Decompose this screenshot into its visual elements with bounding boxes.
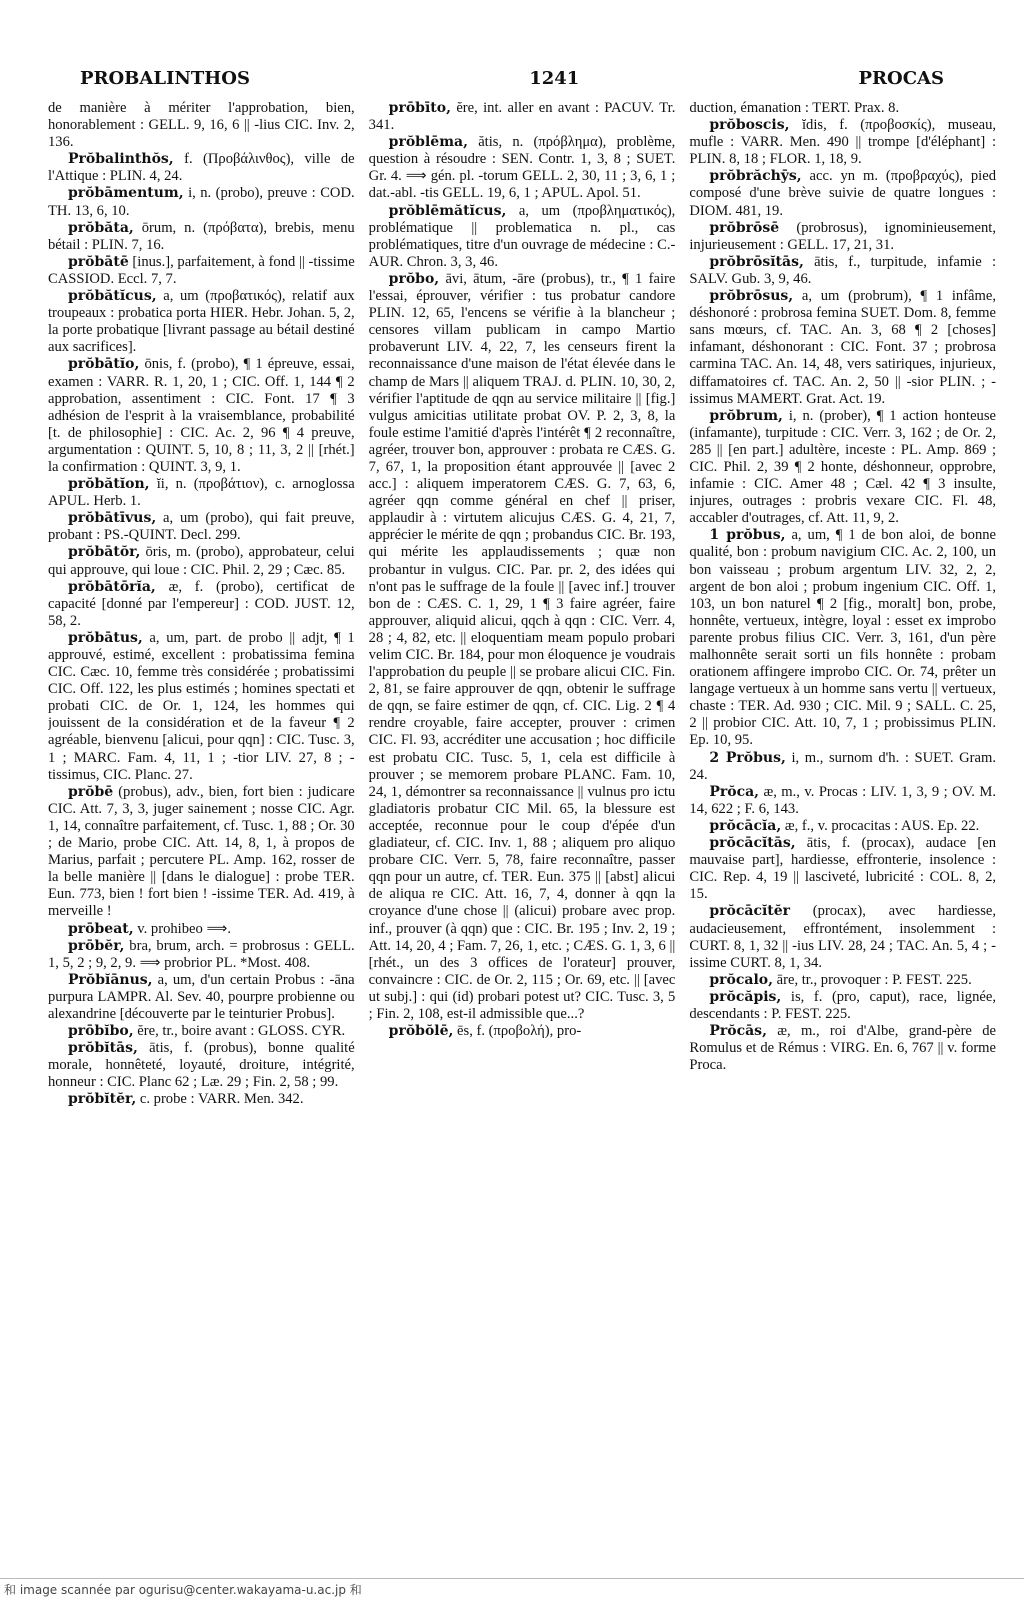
definition-text: a, um, part. de probo || adjt, ¶ 1 approuvé, estimé, excellent : probatissima femina CIC. Cæc. 10, femme très considérée ; probatissimi CIC. Off. 122, les plus estimés ; homines spectati et probati CIC. de Or. 1, 124, les hommes qui jouissent de la considération et de la faveur ¶ 2 agréable, bienvenu [alicui, pour qqn] : CIC. Tusc. 3, 1 ; MARC. Fam. 4, 11, 1 ; -tior LIV. 27, 8 ; -tissimus, CIC. Planc. 27. (48, 629, 355, 783)
dictionary-entry (689, 818, 996, 835)
dictionary-entry (369, 203, 676, 271)
definition-text: acc. yn m. (προβραχύς), pied composé d'une brève suivie de quatre longues : DIOM. 481, 19. (689, 168, 997, 219)
definition-text: ĭi, n. (προβάτιον), c. arnoglossa APUL. Herb. 1. (48, 476, 355, 510)
dictionary-entry (48, 185, 355, 219)
definition-text: æ, f., v. procacitas : AUS. Ep. 22. (781, 817, 980, 834)
headword: prŏcācĭtās, (709, 835, 796, 852)
definition-text: (procax), avec hardiesse, audacieusement, effrontément, insolemment : CURT. 8, 1, 32 || -ius LIV. 28, 24 ; TAC. An. 5, 4 ; -issime CURT. 8, 1, 34. (689, 903, 997, 971)
header-right-word: PROCAS (858, 67, 944, 89)
dictionary-entry (689, 100, 996, 117)
definition-text: ōnis, f. (probo), ¶ 1 épreuve, essai, examen : VARR. R. 1, 20, 1 ; CIC. Off. 1, 144 ¶ 2 approbation, assentiment : CIC. Font. 17 ¶ 3 adhésion de l'esprit à la vraisemblance, probabilité [t. de philosophie] : CIC. Ac. 2, 96 ¶ 4 preuve, argumentation : QUINT. 5, 10, 8 ; 11, 3, 2 || [rhét.] la confirmation : QUINT. 3, 9, 1. (48, 356, 355, 475)
headword: prŏcalo, (709, 971, 773, 988)
dictionary-entry (48, 1091, 355, 1108)
headword: prōbīto, (388, 100, 451, 116)
headword: prŏblēma, (388, 134, 468, 151)
headword: prŏbătĭon, (68, 476, 150, 493)
definition-text: a, um (probo), qui fait preuve, probant : PS.-QUINT. Decl. 299. (48, 510, 355, 544)
definition-text: ātis, f., turpitude, infamie : SALV. Gub. 3, 9, 46. (689, 253, 997, 287)
scan-credit-text: 和 image scannée par ogurisu@center.wakayama-u.ac.jp 和 (4, 1583, 362, 1597)
headword: prŏbrăchȳs, (709, 168, 802, 185)
dictionary-entry (48, 579, 355, 630)
definition-text: ātis, f. (procax), audace [en mauvaise part], hardiesse, effronterie, insolence : CIC. Rep. 4, 19 || lasciveté, lubricité : COL. 8, 2, 15. (689, 835, 997, 903)
column-1 (48, 100, 355, 1565)
headword: prŏblēmătĭcus, (388, 202, 507, 219)
headword: prōbĕr, (68, 937, 125, 954)
definition-text: ēs, f. (προβολή), pro- (453, 1023, 582, 1040)
definition-text: i, n. (prober), ¶ 1 action honteuse (infamante), turpitude : CIC. Verr. 3, 162 ; de Or. 2, 285 || [en part.] adultère, inceste : PL. Amp. 869 ; CIC. Phil. 2, 39 ¶ 2 honte, déshonneur, opprobre, infamie : CIC. Amer 48 ; Cæl. 42 ¶ 3 insulte, injures, outrages : probris vexare CIC. Fl. 48, accabler d'outrages, cf. Att. 11, 9, 2. (689, 407, 997, 527)
headword: prŏbŏlē, (388, 1023, 454, 1040)
headword: prŏbāmentum, (68, 185, 184, 202)
headword: prŏbo, (388, 270, 440, 287)
definition-text: a, um, d'un certain Probus : -āna purpura LAMPR. Al. Sev. 40, pourpre probienne ou alexandrine [découverte par le teinturier Probus]. (48, 971, 355, 1022)
definition-text: (probrosus), ignominieusement, injurieusement : GELL. 17, 21, 31. (689, 219, 997, 253)
dictionary-entry (48, 288, 355, 356)
dictionary-entry (689, 972, 996, 989)
definition-text: ātis, f. (probus), bonne qualité morale, honnêteté, loyauté, droiture, intégrité, honneur : CIC. Planc 62 ; Læ. 29 ; Fin. 2, 58 ; 99. (48, 1040, 355, 1091)
dictionary-entry (689, 168, 996, 219)
definition-text: bra, brum, arch. = probrosus : GELL. 1, 5, 2 ; 9, 2, 9. ⟹ probrior PL. *Most. 408. (48, 937, 355, 971)
definition-text: de manière à mériter l'approbation, bien, honorablement : GELL. 9, 16, 6 || -lius CIC. Inv. 2, 136. (48, 100, 355, 151)
running-header (80, 58, 944, 98)
dictionary-entry (48, 1040, 355, 1091)
headword: prōbeat, (68, 920, 134, 937)
dictionary-columns (48, 100, 996, 1565)
headword: prŏbĭtĕr, (68, 1091, 137, 1108)
dictionary-entry (369, 100, 676, 134)
dictionary-entry (689, 408, 996, 528)
dictionary-entry (48, 630, 355, 784)
dictionary-entry (48, 972, 355, 1023)
headword: prŏbē (68, 783, 114, 800)
headword: prŏbātĭo, (68, 356, 140, 373)
dictionary-entry (48, 100, 355, 151)
headword: prŏbātŏr, (68, 544, 141, 561)
definition-text: i, m., surnom d'h. : SUET. Gram. 24. (689, 749, 997, 783)
definition-text: ĕre, tr., boire avant : GLOSS. CYR. (133, 1023, 346, 1040)
definition-text: a, um (probrum), ¶ 1 infâme, déshonoré : probrosa femina SUET. Dom. 8, femme sans mœurs, cf. TAC. An. 3, 68 ¶ 2 [choses] infamant, déshonorant : CIC. Font. 37 ; probrosa carmina TAC. An. 14, 48, vers satiriques, injurieux, diffamatoires cf. TAC. An. 2, 50 || -sior PLIN. ; -issimus MAMERT. Grat. Act. 19. (689, 288, 997, 407)
dictionary-entry (48, 1023, 355, 1040)
definition-text: ōrum, n. (πρόβατα), brebis, menu bétail : PLIN. 7, 16. (48, 219, 355, 253)
headword: prŏbătĭcus, (68, 288, 157, 305)
dictionary-entry (689, 784, 996, 818)
headword: prŏbrōsē (709, 219, 780, 236)
dictionary-entry (48, 254, 355, 288)
dictionary-entry (689, 527, 996, 749)
headword: prŏbātōrĭa, (68, 578, 156, 595)
headword: prŏbātus, (68, 629, 143, 646)
headword: prŏbrum, (709, 407, 783, 424)
definition-text: ōris, m. (probo), approbateur, celui qui approuve, qui loue : CIC. Phil. 2, 29 ; Cæc. 85. (48, 544, 355, 578)
definition-text: (probus), adv., bien, fort bien : judicare CIC. Att. 7, 3, 3, juger sainement ; nosse CIC. Agr. 1, 14, connaître parfaitement, cf. Tusc. 1, 88 ; Or. 30 ; de Mario, probe CIC. Att. 14, 8, 1, à propos de Marius, parfait ; percutere PL. Amp. 162, rosser de la belle manière || [dans le dialogue] : probe TER. Eun. 773, bien ! fort bien ! -issime TER. Ad. 419, à merveille ! (48, 783, 355, 920)
headword: Prŏbĭānus, (68, 971, 153, 988)
definition-text: is, f. (pro, caput), race, lignée, descendants : P. FEST. 225. (689, 988, 997, 1022)
dictionary-entry (689, 117, 996, 168)
headword: prŏbăta, (68, 219, 134, 236)
headword: prŏcăpis, (709, 988, 782, 1005)
dictionary-entry (689, 254, 996, 288)
definition-text: æ, f. (probo), certificat de capacité [donné par l'empereur] : COD. JUST. 12, 58, 2. (48, 578, 355, 629)
headword: prŏcācĭtĕr (709, 903, 791, 920)
dictionary-entry (689, 1023, 996, 1074)
definition-text: a, um (προβατικός), relatif aux troupeaux : probatica porta HIER. Hebr. Johan. 5, 2, la porte probatique [livrant passage au bétail destiné aux sacrifices]. (48, 288, 355, 356)
column-2 (369, 100, 676, 1565)
dictionary-entry (48, 938, 355, 972)
definition-text: v. prohibeo ⟹. (133, 920, 232, 937)
headword: prŏbrōsĭtās, (709, 253, 804, 270)
headword: prŏboscis, (709, 117, 790, 134)
definition-text: duction, émanation : TERT. Prax. 8. (689, 100, 900, 116)
dictionary-entry (48, 476, 355, 510)
headword: prŏbrōsus, (709, 288, 794, 305)
headword: Prŏbalinthŏs, (68, 151, 174, 168)
page-number: 1241 (529, 67, 580, 89)
dictionary-entry (689, 220, 996, 254)
headword: prŏbĭtās, (68, 1040, 138, 1057)
definition-text: æ, m., v. Procas : LIV. 1, 3, 9 ; OV. M. 14, 622 ; F. 6, 143. (689, 783, 997, 817)
dictionary-entry (689, 835, 996, 903)
definition-text: āvi, ātum, -āre (probus), tr., ¶ 1 faire l'essai, éprouver, vérifier : tus probatur candore PLIN. 12, 65, l'encens se vérifie à la blancheur ; censores villam publicam in campo Martio probaverunt LIV. 4, 22, 7, les censeurs firent la reconnaissance d'une maison de l'état élevée dans le champ de Mars || aliquem TRAJ. d. PLIN. 10, 30, 2, vérifier l'aptitude de qqn au service militaire || [fig.] vulgus amicitias utilitate probat OV. P. 2, 3, 8, la foule estime l'amitié d'après l'intérêt ¶ 2 reconnaître, agréer, trouver bon, approuver : probata re CÆS. G. 7, 67, 1, la proposition étant approuvée || [avec 2 acc.] : aliquem imperatorem CÆS. G. 7, 63, 6, agréer qqn comme général en chef || priser, applaudir à : virtutem alicujus CÆS. G. 4, 21, 7, apprécier le mérite de qqn ; probandus CIC. Br. 193, qui mérite les applaudissements ; quæ non probantur in vulgus. CIC. Par. pr. 2, des idées qui n'ont pas le suffrage de la foule || [avec inf.] trouver bon de : CÆS. C. 1, 29, 1 ¶ 3 faire agréer, faire approuver, aliquid alicui, qqch à qqn : CIC. Verr. 4, 28 ; 4, 82, etc. || eloquentiam meam populo probari velim CIC. Br. 184, pour mon éloquence je voudrais l'approbation du peuple || se probare alicui CIC. Fin. 2, 81, se faire approuver de qqn, obtenir le suffrage de qqn, se faire estimer de qqn, cf. CIC. Lig. 2 ¶ 4 rendre croyable, faire accepter, prouver : crimen CIC. Fl. 93, accréditer une accusation ; hoc difficile est probatu CIC. Tusc. 5, 1, cela est difficile à prouver ; se memorem probare PLANC. Fam. 10, 24, 1, démontrer sa reconnaissance || vulnus pro ictu gladiatoris probatur CIC Mil. 65, la blessure est acceptée, reconnue pour le coup d'épée d'un gladiateur, cf. CIC. Inv. 1, 88 ; aliquem pro aliquo probare CIC. Verr. 5, 78, faire reconnaître, passer qqn pour un autre, cf. TER. Eun. 375 || [abst] alicui de aliqua re CIC. Att. 16, 7, 4, donner à qqn la croyance d'une chose || (alicui) probare avec prop. inf., prouver (à qqn) que : CIC. Br. 195 ; Inv. 2, 19 ; Att. 14, 20, 4 ; Fam. 7, 26, 1, etc. ; CÆS. G. 1, 3, 6 || [rhét., un des 3 offices de l'orateur] prouver, convaincre : CIC. de Or. 2, 115 ; Or. 69, etc. || [avec ut subj.] : qui (id) probari potest ut? CIC. Tusc. 3, 5 ; Fin. 2, 108, est-il admissible que...? (368, 270, 676, 1022)
dictionary-entry (689, 903, 996, 971)
dictionary-entry (48, 220, 355, 254)
definition-text: ătis, n. (πρόβλημα), problème, question à résoudre : SEN. Contr. 1, 3, 8 ; SUET. Gr. 4. ⟹ gén. pl. -torum GELL. 2, 30, 11 ; 3, 6, 1 ; dat.-abl. -tis GELL. 19, 6, 1 ; APUL. Apol. 51. (368, 134, 676, 202)
definition-text: [inus.], parfaitement, à fond || -tissime CASSIOD. Eccl. 7, 7. (48, 253, 355, 287)
definition-text: f. (Προβάλινθος), ville de l'Attique : PLIN. 4, 24. (48, 151, 355, 185)
headword: 1 prŏbus, (709, 527, 786, 544)
headword: prōbĭbo, (68, 1023, 134, 1040)
dictionary-entry (48, 921, 355, 938)
definition-text: a, um (προβληματικός), problématique || problematica n. pl., cas problématiques, titre d'un ouvrage de médecine : C.-AUR. Chron. 3, 3, 46. (368, 202, 676, 270)
definition-text: ĭdis, f. (προβοσκίς), museau, mufle : VARR. Men. 490 || trompe [d'éléphant] : PLIN. 8, 18 ; FLOR. 1, 18, 9. (689, 117, 997, 168)
headword: prŏcācĭa, (709, 817, 782, 834)
dictionary-entry (369, 271, 676, 1023)
dictionary-entry (48, 510, 355, 544)
definition-text: a, um, ¶ 1 de bon aloi, de bonne qualité, bon : probum navigium CIC. Ac. 2, 100, un bon vaisseau ; probum argentum LIV. 32, 2, 2, argent de bon aloi ; probum ingenium CIC. Off. 1, 103, un bon naturel ¶ 2 [fig., moralt] bon, probe, honnête, vertueux, intègre, loyal : esset ex improbo parente probus filius CIC. Verr. 3, 161, d'un père malhonnête serait sorti un fils honnête : probam orationem affingere improbo CIC. Or. 74, prêter un langage vertueux à un homme sans vertu || vertueux, chaste : TER. Ad. 930 ; CIC. Mil. 9 ; SALL. C. 25, 2 || probior CIC. Att. 10, 7, 1 ; probissimus PLIN. Ep. 10, 95. (689, 527, 997, 749)
definition-text: c. probe : VARR. Men. 342. (136, 1091, 304, 1108)
dictionary-entry (689, 989, 996, 1023)
definition-text: i, n. (probo), preuve : COD. TH. 13, 6, 10. (48, 185, 355, 219)
header-left-word: PROBALINTHOS (80, 67, 250, 89)
dictionary-entry (48, 544, 355, 578)
definition-text: āre, tr., provoquer : P. FEST. 225. (772, 971, 972, 988)
headword: Prŏca, (709, 783, 760, 800)
definition-text: ĕre, int. aller en avant : PACUV. Tr. 341. (368, 100, 676, 134)
headword: Prŏcās, (709, 1023, 767, 1040)
headword: prŏbātē (68, 253, 129, 270)
dictionary-entry (48, 151, 355, 185)
headword: prŏbātīvus, (68, 510, 157, 527)
dictionary-entry (369, 134, 676, 202)
dictionary-entry (369, 1023, 676, 1040)
dictionary-entry (48, 784, 355, 921)
column-3 (689, 100, 996, 1565)
scan-credit-footer (0, 1578, 1024, 1600)
headword: 2 Prŏbus, (709, 749, 786, 766)
dictionary-entry (48, 356, 355, 476)
definition-text: æ, m., roi d'Albe, grand-père de Romulus et de Rémus : VIRG. En. 6, 767 || v. forme Proca. (689, 1023, 997, 1074)
dictionary-entry (689, 750, 996, 784)
dictionary-entry (689, 288, 996, 408)
